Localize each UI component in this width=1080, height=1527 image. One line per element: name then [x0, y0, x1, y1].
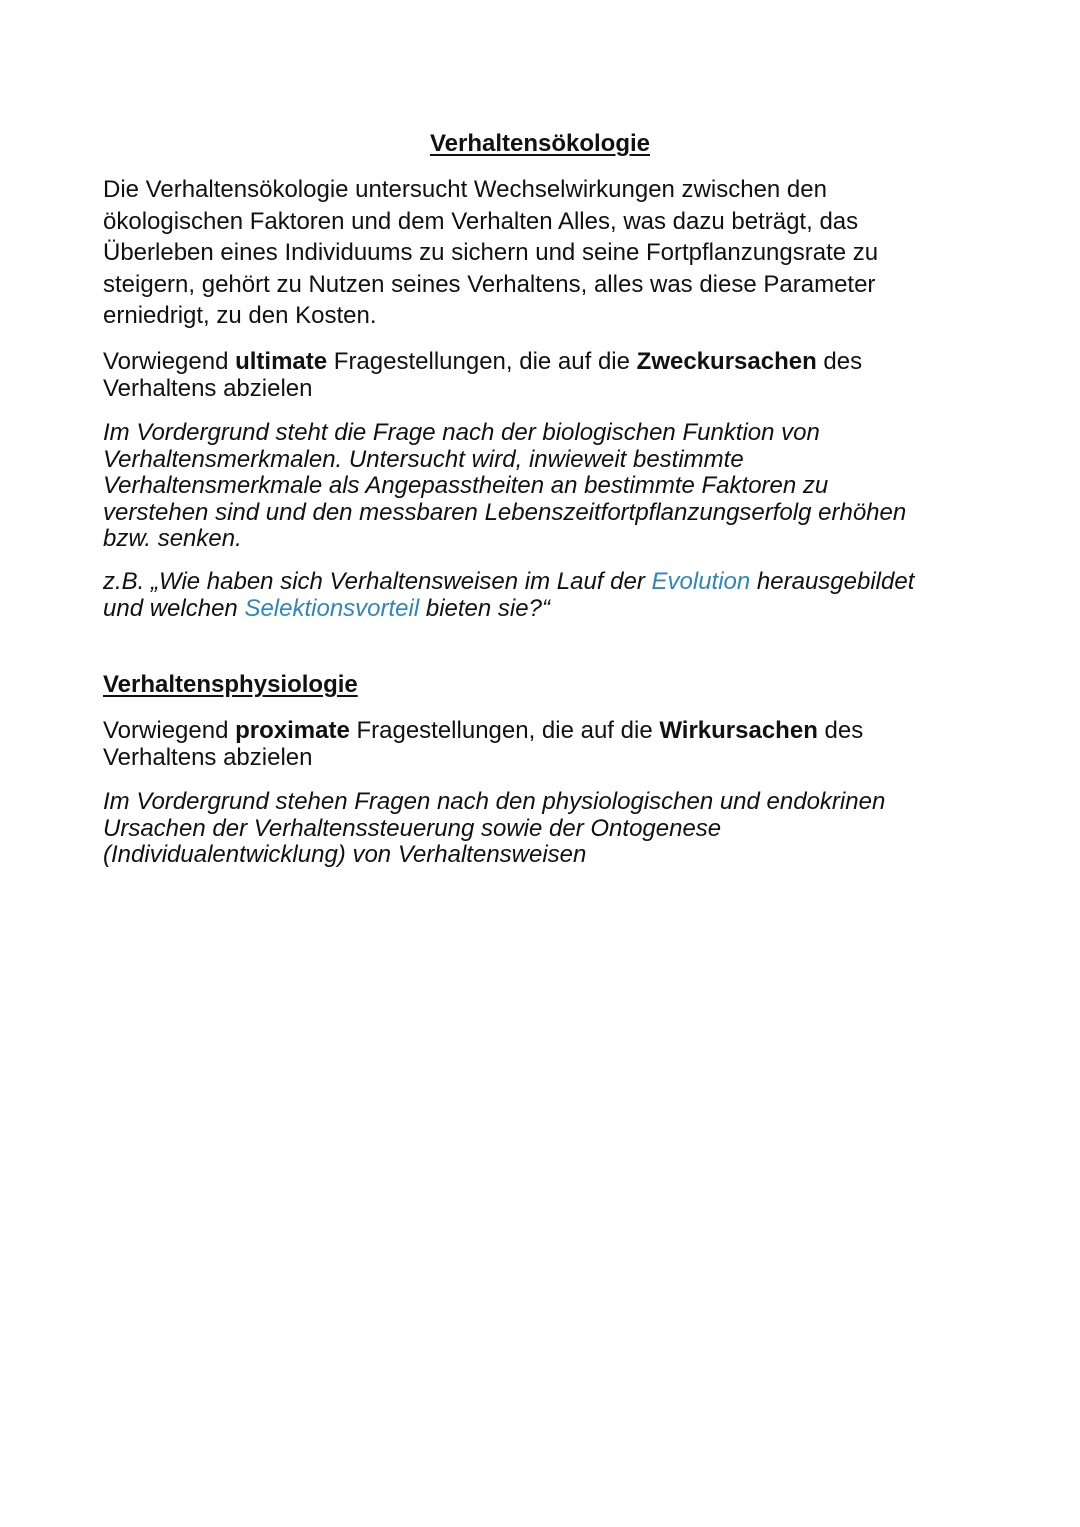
proximate-explanation-paragraph	[103, 789, 983, 869]
example-text: herausgebildet	[750, 568, 915, 595]
intro-paragraph	[103, 174, 983, 332]
explanation-line: Ursachen der Verhaltenssteuerung sowie der Ontogenese	[103, 814, 722, 842]
keyword-proximate: proximate	[235, 717, 350, 744]
proximate-question-paragraph	[103, 718, 983, 771]
question-text: des	[817, 717, 864, 744]
link-selektionsvorteil[interactable]: Selektionsvorteil	[244, 594, 420, 622]
intro-line: erniedrigt, zu den Kosten.	[103, 302, 377, 330]
explanation-line: Im Vordergrund steht die Frage nach der biologischen Funktion von	[103, 419, 820, 446]
question-line	[103, 718, 983, 745]
example-line	[103, 569, 983, 596]
example-text: und welchen	[103, 594, 245, 622]
example-line	[103, 596, 983, 623]
explanation-line: bzw. senken.	[103, 525, 242, 552]
question-text: Vorwiegend	[103, 717, 236, 744]
question-text: Fragestellungen, die auf die	[327, 348, 637, 375]
intro-line: Die Verhaltensökologie untersucht Wechselwirkungen zwischen den	[103, 176, 827, 203]
question-line: Verhaltens abzielen	[103, 374, 313, 402]
keyword-zweckursachen: Zweckursachen	[636, 348, 817, 375]
explanation-line: verstehen sind und den messbaren Lebenszeitfortpflanzungserfolg erhöhen	[103, 498, 907, 526]
explanation-line: Verhaltensmerkmalen. Untersucht wird, inwieweit bestimmte	[103, 445, 744, 473]
intro-line: Überleben eines Individuums zu sichern und seine Fortpflanzungsrate zu	[103, 239, 879, 267]
question-text: des	[816, 348, 863, 375]
explanation-line: Im Vordergrund stehen Fragen nach den physiologischen und endokrinen	[103, 788, 886, 815]
explanation-line: (Individualentwicklung) von Verhaltensweisen	[103, 841, 587, 868]
explanation-line: Verhaltensmerkmale als Angepasstheiten an bestimmte Faktoren zu	[103, 472, 829, 499]
ultimate-question-paragraph	[103, 349, 983, 402]
keyword-wirkursachen: Wirkursachen	[659, 717, 818, 744]
keyword-ultimate: ultimate	[235, 348, 328, 375]
section-title-verhaltensphysiologie: Verhaltensphysiologie	[103, 671, 358, 698]
example-text: z.B. „Wie haben sich Verhaltensweisen im Lauf der	[103, 568, 652, 595]
intro-line: ökologischen Faktoren und dem Verhalten Alles, was dazu beträgt, das	[103, 207, 859, 235]
question-line: Verhaltens abzielen	[103, 743, 313, 771]
intro-line: steigern, gehört zu Nutzen seines Verhaltens, alles was diese Parameter	[103, 270, 876, 298]
example-text: bieten sie?“	[419, 594, 550, 622]
section-title-verhaltensoekologie: Verhaltensökologie	[429, 130, 651, 157]
link-evolution[interactable]: Evolution	[651, 568, 751, 595]
question-line	[103, 349, 983, 376]
ultimate-explanation-paragraph	[103, 420, 983, 553]
question-text: Fragestellungen, die auf die	[349, 717, 660, 744]
example-paragraph	[103, 569, 983, 622]
question-text: Vorwiegend	[103, 348, 236, 375]
